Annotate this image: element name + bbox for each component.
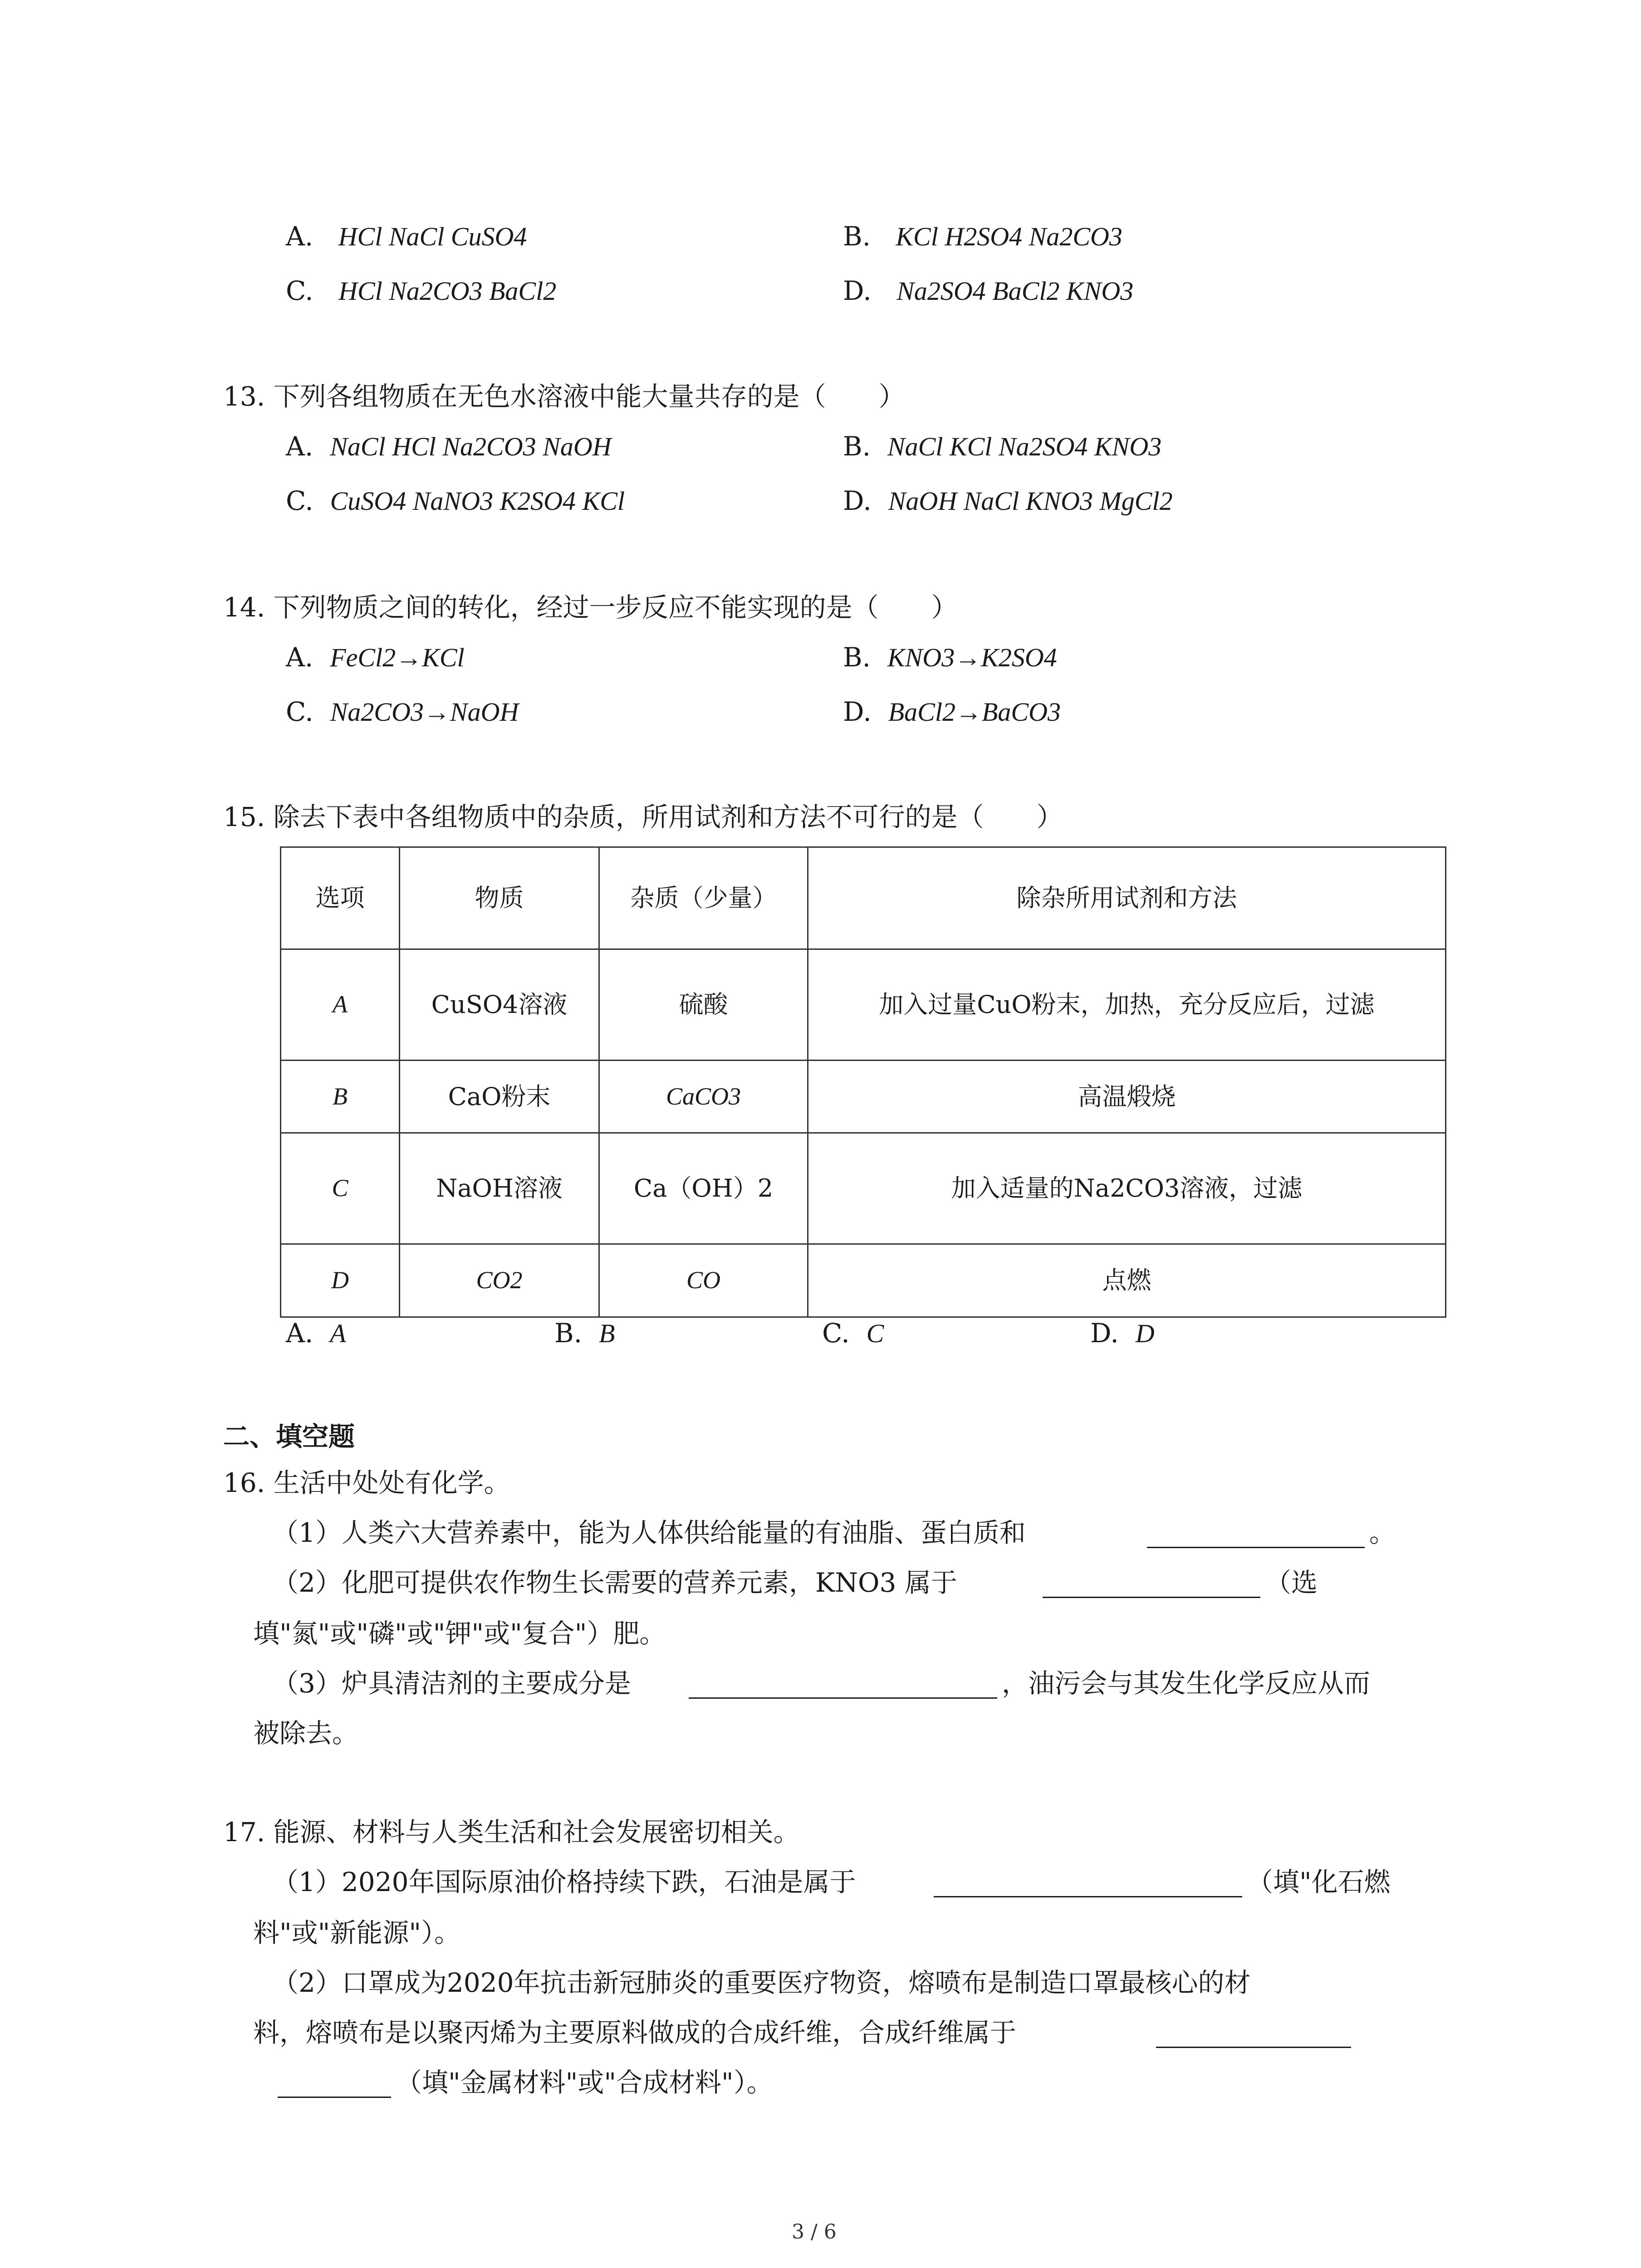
q17-part1-line1: （1）2020年国际原油价格持续下跌，石油是属于 bbox=[272, 1867, 856, 1897]
q16-part2-line2: 填"氮"或"磷"或"钾"或"复合"）肥。 bbox=[253, 1618, 666, 1649]
answer-blank[interactable] bbox=[1043, 1597, 1260, 1598]
table-header-cell: 选项 bbox=[281, 847, 400, 949]
table-cell: A bbox=[281, 949, 400, 1061]
table-header-cell: 除杂所用试剂和方法 bbox=[808, 847, 1446, 949]
table-cell: CO2 bbox=[400, 1244, 599, 1317]
table-cell: 硫酸 bbox=[599, 949, 808, 1061]
answer-blank[interactable] bbox=[934, 1896, 1242, 1897]
answer-blank[interactable] bbox=[278, 2097, 391, 2098]
table-row bbox=[281, 949, 1446, 1061]
q15-option-b: B. B bbox=[554, 1318, 615, 1349]
q16-part3-line2: 被除去。 bbox=[253, 1718, 359, 1749]
q12-option-a: A. HCl NaCl CuSO4 bbox=[286, 221, 527, 252]
q14-stem: 14. 下列物质之间的转化，经过一步反应不能实现的是（ ） bbox=[223, 592, 958, 623]
q13-option-c: C. CuSO4 NaNO3 K2SO4 KCl bbox=[286, 485, 625, 516]
table-cell: 加入过量CuO粉末，加热，充分反应后，过滤 bbox=[808, 949, 1446, 1061]
q12-option-c: C. HCl Na2CO3 BaCl2 bbox=[286, 275, 557, 306]
q17-part2-line1: （2）口罩成为2020年抗击新冠肺炎的重要医疗物资，熔喷布是制造口罩最核心的材 bbox=[272, 1967, 1251, 1998]
table-cell: CaCO3 bbox=[599, 1061, 808, 1133]
table-cell: D bbox=[281, 1244, 400, 1317]
table-row bbox=[281, 1133, 1446, 1244]
q17-part1-line1-end: （填"化石燃 bbox=[1247, 1867, 1391, 1897]
q15-option-a: A. A bbox=[286, 1318, 346, 1349]
table-cell: CaO粉末 bbox=[400, 1061, 599, 1133]
table-cell: NaOH溶液 bbox=[400, 1133, 599, 1244]
q17-part2-line3: （填"金属材料"或"合成材料"）。 bbox=[396, 2067, 773, 2098]
q15-option-d: D. D bbox=[1090, 1318, 1155, 1349]
table-cell: CuSO4溶液 bbox=[400, 949, 599, 1061]
q15-option-c: C. C bbox=[822, 1318, 884, 1349]
q16-part3-line1: （3）炉具清洁剂的主要成分是 bbox=[272, 1668, 631, 1699]
answer-blank[interactable] bbox=[1156, 2047, 1351, 2048]
table-cell: Ca（OH）2 bbox=[599, 1133, 808, 1244]
table-row bbox=[281, 1061, 1446, 1133]
answer-blank[interactable] bbox=[1147, 1547, 1365, 1548]
q14-option-a: A. FeCl2→KCl bbox=[286, 642, 465, 673]
q17-part2-line2: 料，熔喷布是以聚丙烯为主要原料做成的合成纤维，合成纤维属于 bbox=[253, 2017, 1017, 2048]
q12-option-d: D. Na2SO4 BaCl2 KNO3 bbox=[843, 275, 1134, 306]
q16-stem: 16. 生活中处处有化学。 bbox=[223, 1467, 510, 1498]
q16-part2-line1-end: （选 bbox=[1265, 1567, 1318, 1598]
table-cell: 点燃 bbox=[808, 1244, 1446, 1317]
impurity-table bbox=[280, 846, 1446, 1318]
table-cell: CO bbox=[599, 1244, 808, 1317]
q16-part1-end: 。 bbox=[1369, 1517, 1396, 1548]
table-cell: C bbox=[281, 1133, 400, 1244]
q14-option-d: D. BaCl2→BaCO3 bbox=[843, 696, 1061, 727]
table-cell: B bbox=[281, 1061, 400, 1133]
q17-part1-line2: 料"或"新能源"）。 bbox=[253, 1917, 461, 1948]
q14-option-b: B. KNO3→K2SO4 bbox=[843, 642, 1057, 673]
table-header-row bbox=[281, 847, 1446, 949]
q15-stem: 15. 除去下表中各组物质中的杂质，所用试剂和方法不可行的是（ ） bbox=[223, 802, 1063, 832]
answer-blank[interactable] bbox=[689, 1697, 997, 1699]
page-number: 3 / 6 bbox=[792, 2220, 837, 2244]
q16-part3-line1-end: ，油污会与其发生化学反应从而 bbox=[1002, 1668, 1371, 1699]
table-row bbox=[281, 1244, 1446, 1317]
q17-stem: 17. 能源、材料与人类生活和社会发展密切相关。 bbox=[223, 1817, 800, 1848]
q12-option-b: B. KCl H2SO4 Na2CO3 bbox=[843, 221, 1122, 252]
q13-option-a: A. NaCl HCl Na2CO3 NaOH bbox=[286, 431, 612, 462]
table-header-cell: 杂质（少量） bbox=[599, 847, 808, 949]
table-header-cell: 物质 bbox=[400, 847, 599, 949]
q16-part1: （1）人类六大营养素中，能为人体供给能量的有油脂、蛋白质和 bbox=[272, 1517, 1026, 1548]
q16-part2-line1: （2）化肥可提供农作物生长需要的营养元素，KNO3 属于 bbox=[272, 1567, 957, 1598]
q13-option-b: B. NaCl KCl Na2SO4 KNO3 bbox=[843, 431, 1162, 462]
table-cell: 高温煅烧 bbox=[808, 1061, 1446, 1133]
q14-option-c: C. Na2CO3→NaOH bbox=[286, 696, 519, 727]
section-heading: 二、填空题 bbox=[223, 1421, 355, 1452]
table-cell: 加入适量的Na2CO3溶液，过滤 bbox=[808, 1133, 1446, 1244]
q13-option-d: D. NaOH NaCl KNO3 MgCl2 bbox=[843, 485, 1173, 516]
q13-stem: 13. 下列各组物质在无色水溶液中能大量共存的是（ ） bbox=[223, 381, 905, 412]
